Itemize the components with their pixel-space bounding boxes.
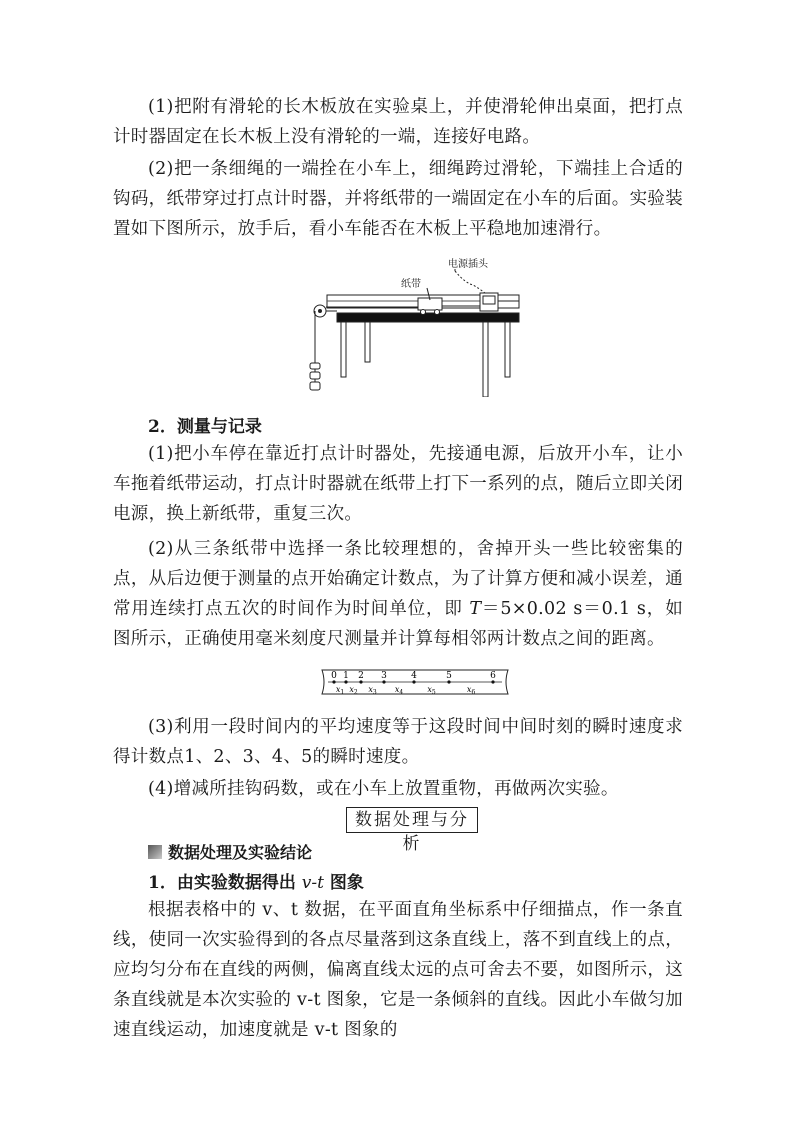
section-heading-vt-a: 1．由实验数据得出: [148, 873, 302, 893]
paragraph-measure-2: [113, 534, 683, 654]
tape-point-label-3: 3: [381, 671, 387, 681]
section-title-box: 数据处理与分析: [346, 807, 478, 833]
tape-point-label-6: 6: [490, 671, 496, 681]
paragraph-measure-4: (4)增减所挂钩码数，或在小车上放置重物，再做两次实验。: [148, 779, 619, 799]
section-heading-vt-b: 图象: [323, 873, 364, 893]
paragraph-measure-1: (1)把小车停在靠近打点计时器处，先接通电源，后放开小车，让小车拖着纸带运动，打点计时器就在纸带上打下一系列的点，随后立即关闭电源，换上新纸带，重复三次。: [113, 444, 683, 524]
gray-square-icon: [148, 845, 162, 859]
paragraph-step-1-2: (2)把一条细绳的一端拴在小车上，细绳跨过滑轮，下端挂上合适的钩码，纸带穿过打点计时器，并将纸带的一端固定在小车的后面。实验装置如下图所示，放手后，看小车能否在木板上平稳地加速滑行。: [113, 159, 683, 239]
paragraph-measure-2-a: (2)从三条纸带中选择一条比较理想的，舍掉开头一些比较密集的点，从后边便于测量的点开始确定计数点，为了计算方便和减小误差，通常用连续打点五次的时间作为时间单位，即: [113, 539, 683, 619]
paragraph-measure-2-b: ＝5×0.02 s＝0.1 s，如图所示，正确使用毫米刻度尺测量并计算每相邻两计数点之间的距离。: [113, 599, 683, 649]
section-heading-vt-symbol: v-t: [301, 873, 324, 893]
subsection-heading: [148, 840, 312, 863]
tape-point-label-4: 4: [411, 671, 417, 681]
subsection-heading-text: 数据处理及实验结论: [168, 843, 313, 862]
tape-point-label-2: 2: [358, 671, 364, 681]
paragraph-step-1-1: (1)把附有滑轮的长木板放在实验桌上，并使滑轮伸出桌面，把打点计时器固定在长木板上没有滑轮的一端，连接好电路。: [113, 97, 683, 147]
section-heading-measure: 2．测量与记录: [148, 417, 262, 437]
paragraph-measure-3: (3)利用一段时间内的平均速度等于这段时间中间时刻的瞬时速度求得计数点1、2、3、4、5的瞬时速度。: [113, 717, 683, 767]
tape-segment-label-1: $x_1$: [335, 685, 345, 696]
period-symbol: T: [469, 599, 482, 619]
experiment-apparatus-figure: [305, 255, 525, 397]
tape-label: 纸带: [401, 279, 421, 290]
tape-segment-label-4: $x_4$: [394, 685, 404, 696]
tape-segment-label-3: $x_3$: [368, 685, 377, 696]
tape-segment-label-2: $x_2$: [349, 685, 358, 696]
tape-segment-label-5: $x_5$: [427, 685, 436, 696]
power-plug-label: 电源插头: [448, 259, 488, 270]
paragraph-vt-graph: 根据表格中的 v、t 数据，在平面直角坐标系中仔细描点，作一条直线，使同一次实验得到的各点尽量落到这条直线上，落不到直线上的点，应均匀分布在直线的两侧，偏离直线太远的点可舍去不要，如图所示，这条直线就是本次实验的 v-t 图象，它是一条倾斜的直线。因此小车做匀加速直线运动，加速度就是 v-t 图象的: [113, 900, 683, 1040]
tape-point-label-1: 1: [343, 671, 349, 681]
tape-point-label-0: 0: [331, 671, 337, 681]
section-heading-vt: [148, 868, 364, 893]
tape-segment-label-6: $x_6$: [466, 685, 476, 696]
tape-point-label-5: 5: [446, 671, 452, 681]
paper-tape-figure: [318, 664, 512, 700]
